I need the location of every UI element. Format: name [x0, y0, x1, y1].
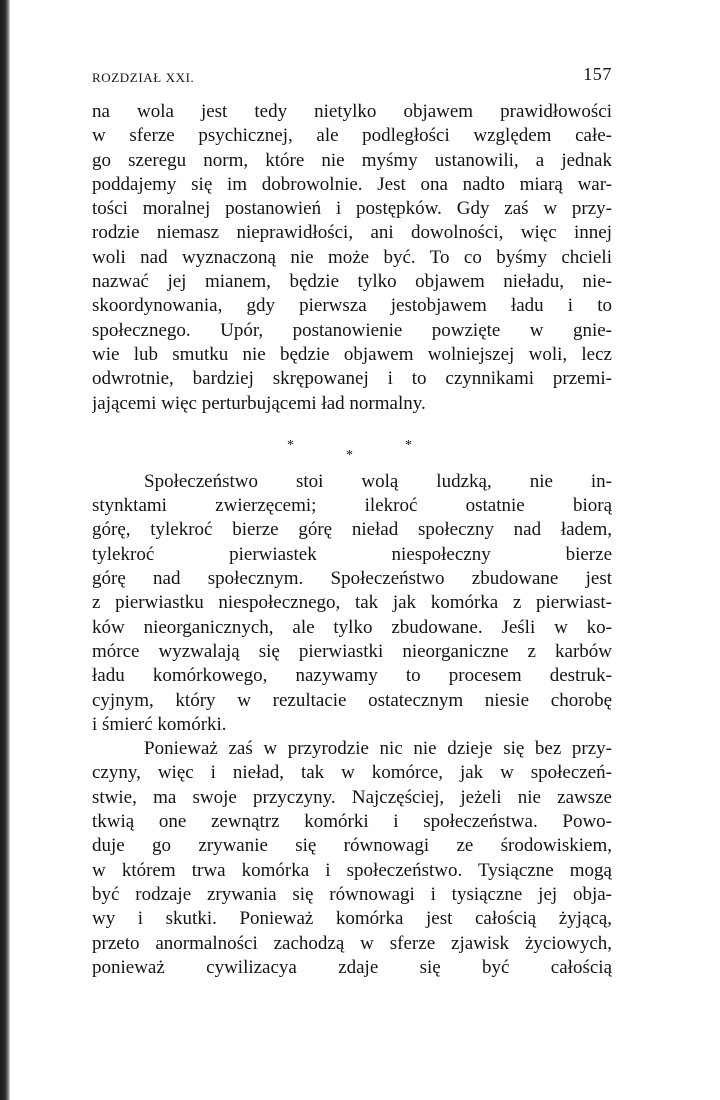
text-line: w którem trwa komórka i społeczeństwo. Tysiączne mogą — [92, 859, 612, 881]
text-line: Ponieważ zaś w przyrodzie nic nie dzieje się bez przy- — [144, 738, 612, 760]
text-line: wie lub smutku nie będzie objawem wolniejszej woli, lecz — [92, 343, 612, 365]
page-number: 157 — [583, 64, 612, 84]
paragraph-3 — [92, 737, 612, 980]
asterisk-ornament: * — [287, 437, 294, 453]
text-line: ładu komórkowego, nazywamy to procesem destruk- — [92, 665, 612, 687]
text-line: górę, tylekroć bierze górę nieład społeczny nad ładem, — [92, 519, 612, 541]
text-line: cyjnym, który w rezultacie ostatecznym niesie chorobę — [92, 689, 612, 711]
text-line: skoordynowania, gdy pierwsza jestobjawem ładu i to — [92, 295, 612, 317]
body-text — [92, 100, 612, 980]
text-line: czyny, więc i nieład, tak w komórce, jak w społeczeń- — [92, 762, 612, 784]
text-line: ków nieorganicznych, ale tylko zbudowane. Jeśli w ko- — [92, 616, 612, 638]
text-line: rodzie niemasz nieprawidłości, ani dowolności, więc innej — [92, 222, 612, 244]
text-line: w sferze psychicznej, ale podległości względem całe- — [92, 125, 612, 147]
text-line: jającemi więc perturbującemi ład normalny. — [92, 392, 426, 414]
paragraph-1 — [92, 100, 612, 416]
paragraph-2 — [92, 470, 612, 737]
asterisk-ornament: * — [405, 437, 412, 453]
text-line: tylekroć pierwiastek niespołeczny bierze — [92, 543, 612, 565]
text-line: mórce wyzwalają się pierwiastki nieorganiczne z karbów — [92, 640, 612, 662]
text-line: tkwią one zewnątrz komórki i społeczeństwa. Powo- — [92, 811, 612, 833]
text-line: wy i skutki. Ponieważ komórka jest całością żyjącą, — [92, 908, 612, 930]
text-line: być rodzaje zrywania się równowagi i tysiączne jej obja- — [92, 883, 612, 905]
text-line: z pierwiastku niespołecznego, tak jak komórka z pierwiast- — [92, 592, 612, 614]
text-line: nazwać jej mianem, będzie tylko objawem nieładu, nie- — [92, 271, 612, 293]
section-break-ornament — [92, 416, 612, 470]
asterisk-ornament: * — [346, 447, 353, 463]
text-line: tości moralnej postanowień i postępków. Gdy zaś w przy- — [92, 198, 612, 220]
text-line: poddajemy się im dobrowolnie. Jest ona nadto miarą war- — [92, 173, 612, 195]
text-line: odwrotnie, bardziej skrępowanej i to czynnikami przemi- — [92, 368, 612, 390]
text-line: górę nad społecznym. Społeczeństwo zbudowane jest — [92, 568, 612, 590]
text-line: społecznego. Upór, postanowienie powzięte w gnie- — [92, 319, 612, 341]
chapter-title: ROZDZIAŁ XXI. — [92, 70, 195, 85]
text-line: Społeczeństwo stoi wolą ludzką, nie in- — [144, 470, 612, 492]
text-line: stynktami zwierzęcemi; ilekroć ostatnie biorą — [92, 495, 612, 517]
text-line: duje go zrywanie się równowagi ze środowiskiem, — [92, 835, 612, 857]
text-line: woli nad wyznaczoną nie może być. To co byśmy chcieli — [92, 246, 612, 268]
text-line: stwie, ma swoje przyczyny. Najczęściej, jeżeli nie zawsze — [92, 786, 612, 808]
text-line: ponieważ cywilizacya zdaje się być całością — [92, 956, 612, 978]
running-head — [92, 64, 612, 88]
text-line: na wola jest tedy nietylko objawem prawidłowości — [92, 101, 612, 122]
text-line: przeto anormalności zachodzą w sferze zjawisk życiowych, — [92, 932, 612, 954]
text-line: i śmierć komórki. — [92, 713, 227, 735]
text-line: go szeregu norm, które nie myśmy ustanowili, a jednak — [92, 149, 612, 171]
